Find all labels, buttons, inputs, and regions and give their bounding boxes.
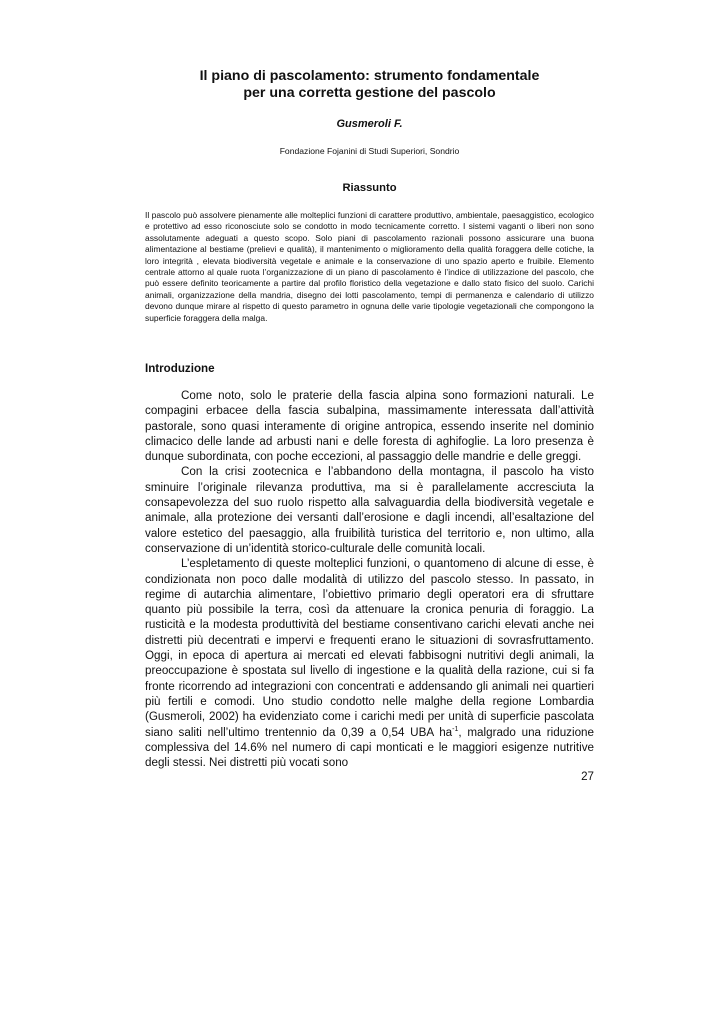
introduction-body <box>145 388 594 770</box>
author: Gusmeroli F. <box>336 118 403 130</box>
paragraph-3 <box>145 556 594 770</box>
paper-title <box>145 68 594 102</box>
paragraph-2: Con la crisi zootecnica e l’abbandono della montagna, il pascolo ha visto sminuire l’originale rilevanza produttiva, ma si è parallelamente accresciuta la consapevolezza del suo ruolo rispetto alla salvaguardia della biodiversità vegetale e animale, alla protezione dei versanti dall’erosione e dagli incendi, all’esaltazione del valore estetico del paesaggio, alla fruibilità turistica del territorio e, non ultimo, alla conservazione di un’identità storico-culturale delle comunità locali. <box>145 465 594 555</box>
affiliation: Fondazione Fojanini di Studi Superiori, Sondrio <box>279 146 460 156</box>
introduction-heading: Introduzione <box>145 362 215 375</box>
paragraph-1: Come noto, solo le praterie della fascia alpina sono formazioni naturali. Le compagini erbacee della fascia subalpina, massimamente interessata dall’attività pastorale, sono quasi interamente di origine antropica, essendo inserite nel dominio climacico delle lande ad arbusti nani e delle foresta di aghifoglie. La loro presenza è dunque subordinata, con poche eccezioni, al passaggio delle mandrie e delle greggi. <box>145 389 594 464</box>
unit-superscript: -1 <box>452 725 459 733</box>
page-number: 27 <box>581 770 594 783</box>
paragraph-3-tail: , malgrado una riduzione complessiva del 14.6% nel numero di capi monticati e le maggiori esigenze nutritive degli stessi. Nei distretti più vocati sono <box>145 725 594 770</box>
abstract-heading: Riassunto <box>342 182 397 194</box>
document-page <box>145 0 594 1024</box>
paragraph-3-main: L’espletamento di queste molteplici funzioni, o quantomeno di alcune di esse, è condizionata non poco dalle modalità di utilizzo del pascolo stesso. In passato, in regime di autarchia alimentare, l’obiettivo primario degli operatori era di sfruttare quanto più possibile la terra, così da attenuare la cronica penuria di foraggio. La rusticità e la modesta produttività del bestiame consentivano carichi elevati anche nei distretti più decentrati e impervi e frequenti erano le situazioni di sovrasfruttamento. Oggi, in epoca di apertura ai mercati ed elevati fabbisogni nutritivi degli animali, la preoccupazione è spostata sul livello di ingestione e la qualità della razione, cui si fa fronte ricorrendo ad integrazioni con concentrati e addensando gli animali nei quartieri più fertili e comodi. Uno studio condotto nelle malghe della regione Lombardia (Gusmeroli, 2002) ha evidenziato come i carichi medi per unità di superficie pascolata siano saliti nell’ultimo trentennio da 0,39 a 0,54 UBA ha <box>145 557 594 739</box>
title-line-1: Il piano di pascolamento: strumento fondamentale <box>199 68 540 84</box>
abstract-text: Il pascolo può assolvere pienamente alle molteplici funzioni di carattere produttivo, ambientale, paesaggistico, ecologico e protettivo ad esso riconosciute solo se condotto in modo tecnicamente corretto. I sistemi vaganti o liberi non sono assolutamente adeguati a questo scopo. Solo piani di pascolamento razionali possono assicurare una buona alimentazione al bestiame (prelievi e qualità), il mantenimento o miglioramento della qualità foraggera delle cotiche, la loro integrità , elevata biodiversità vegetale e animale e la conservazione di uno spazio aperto e fruibile. Elemento centrale attorno al quale ruota l’organizzazione di un piano di pascolamento è l’indice di utilizzazione del pascolo, che può essere definito teoricamente a partire dal profilo floristico della vegetazione e dallo stato fisico del suolo. Carichi animali, organizzazione della mandria, disegno dei lotti pascolamento, tempi di permanenza e calendario di utilizzo devono dunque mirare al rispetto di questo parametro in ognuna delle varie tipologie vegetazionali che compongono la superficie foraggera della malga. <box>145 210 594 323</box>
title-line-2: per una corretta gestione del pascolo <box>243 85 496 101</box>
